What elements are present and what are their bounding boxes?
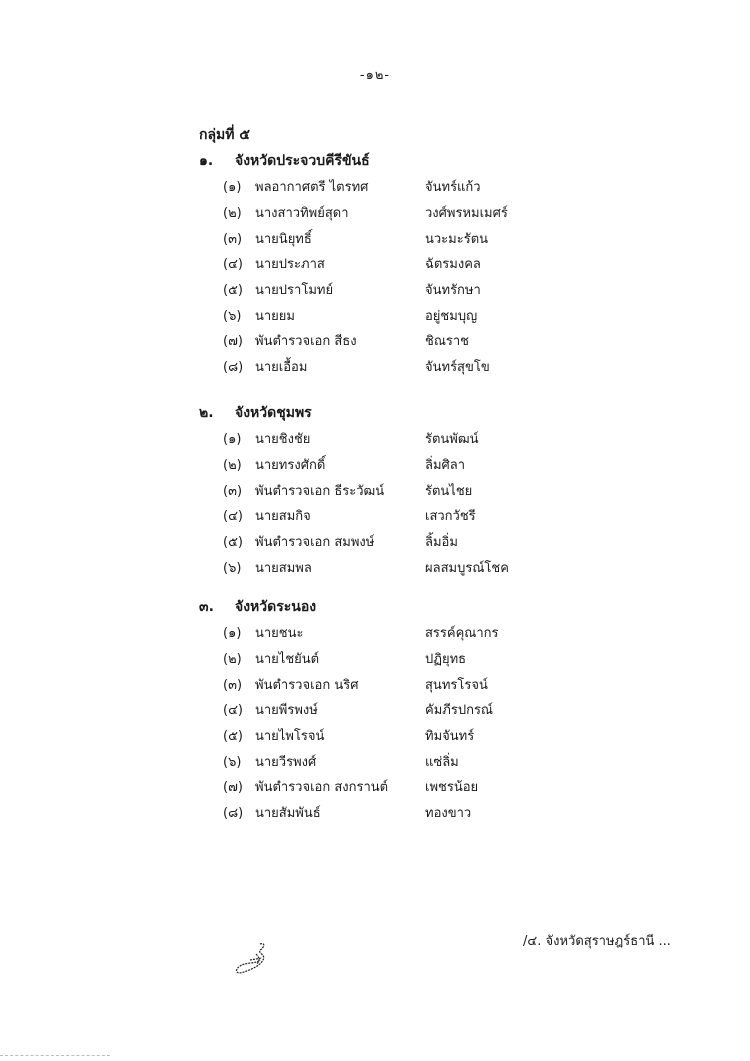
province-header <box>199 148 565 174</box>
member-index: (๕) <box>223 535 243 551</box>
member-name: พันตำรวจเอก สีธง <box>255 334 357 350</box>
member-surname: ฉัตรมงคล <box>425 257 481 273</box>
member-surname: ทิมจันทร์ <box>425 729 475 745</box>
province-name: จังหวัดประจวบคีรีขันธ์ <box>235 153 370 169</box>
list-item <box>199 671 565 697</box>
member-index: (๓) <box>223 677 243 693</box>
province-section <box>199 594 565 826</box>
list-item <box>199 225 565 251</box>
member-name: พันตำรวจเอก ธีระวัฒน์ <box>255 483 385 499</box>
province-number: ๑. <box>199 153 214 169</box>
member-index: (๕) <box>223 283 243 299</box>
province-number: ๒. <box>199 405 214 421</box>
member-surname: วงศ์พรหมเมศร์ <box>425 206 508 222</box>
member-name: นายสัมพันธ์ <box>255 806 321 822</box>
signature-icon <box>230 940 280 985</box>
member-surname: แซ่ลิ่ม <box>425 754 459 770</box>
list-item <box>199 426 565 452</box>
member-name: นายประภาส <box>255 257 325 273</box>
member-index: (๒) <box>223 652 242 668</box>
list-item <box>199 503 565 529</box>
member-index: (๖) <box>223 308 242 324</box>
member-index: (๗) <box>223 334 243 350</box>
list-item <box>199 251 565 277</box>
member-surname: สุนทรโรจน์ <box>425 677 488 693</box>
province-section <box>199 148 565 380</box>
member-name: พลอากาศตรี ไตรทศ <box>255 180 369 196</box>
member-index: (๔) <box>223 509 243 525</box>
list-item <box>199 723 565 749</box>
list-item <box>199 277 565 303</box>
member-name: นายไชยันต์ <box>255 652 320 668</box>
member-index: (๔) <box>223 257 243 273</box>
province-section <box>199 400 565 580</box>
member-surname: รัตนพัฒน์ <box>425 432 479 448</box>
member-list <box>199 620 565 826</box>
member-index: (๒) <box>223 206 242 222</box>
continuation-note: /๔. จังหวัดสุราษฎร์ธานี ... <box>523 934 671 949</box>
list-item <box>199 174 565 200</box>
member-name: นายไพโรจน์ <box>255 729 325 745</box>
member-name: พันตำรวจเอก สมพงษ์ <box>255 535 375 551</box>
province-header <box>199 594 565 620</box>
province-name: จังหวัดชุมพร <box>235 405 312 421</box>
list-item <box>199 452 565 478</box>
member-name: นางสาวทิพย์สุดา <box>255 206 349 222</box>
member-name: นายยม <box>255 308 295 324</box>
member-surname: สรรค์คุณากร <box>425 626 499 642</box>
member-index: (๑) <box>223 432 242 448</box>
member-surname: นวะมะรัตน <box>425 231 489 247</box>
member-name: นายสมพล <box>255 560 312 576</box>
member-name: พันตำรวจเอก สงกรานต์ <box>255 780 389 796</box>
member-surname: ผลสมบูรณ์โชค <box>425 560 509 576</box>
member-surname: ลิ่มศิลา <box>425 458 466 474</box>
list-item <box>199 620 565 646</box>
list-item <box>199 774 565 800</box>
member-index: (๔) <box>223 703 243 719</box>
member-index: (๑) <box>223 626 242 642</box>
member-surname: จันทร์แก้ว <box>425 180 481 196</box>
member-surname: รัตนไชย <box>425 483 473 499</box>
member-index: (๘) <box>223 360 244 376</box>
list-item <box>199 646 565 672</box>
member-surname: คัมภีรปกรณ์ <box>425 703 493 719</box>
member-surname: จันทร์สุขโข <box>425 360 490 376</box>
list-item <box>199 328 565 354</box>
list-item <box>199 200 565 226</box>
member-index: (๗) <box>223 780 243 796</box>
list-item <box>199 529 565 555</box>
member-list <box>199 174 565 380</box>
member-name: นายชนะ <box>255 626 304 642</box>
member-name: นายพีรพงษ์ <box>255 703 318 719</box>
member-name: นายปราโมทย์ <box>255 283 334 299</box>
member-index: (๓) <box>223 231 243 247</box>
member-surname: ปฏิยุทธ <box>425 652 467 668</box>
member-index: (๖) <box>223 560 242 576</box>
province-number: ๓. <box>199 599 214 615</box>
member-index: (๓) <box>223 483 243 499</box>
member-name: นายวีรพงศ์ <box>255 754 317 770</box>
member-index: (๒) <box>223 458 242 474</box>
group-title: กลุ่มที่ ๕ <box>199 127 250 143</box>
province-name: จังหวัดระนอง <box>235 599 317 615</box>
list-item <box>199 354 565 380</box>
member-surname: เพชรน้อย <box>425 780 479 796</box>
member-index: (๕) <box>223 729 243 745</box>
province-header <box>199 400 565 426</box>
member-index: (๑) <box>223 180 242 196</box>
member-index: (๘) <box>223 806 244 822</box>
member-name: นายสมกิจ <box>255 509 311 525</box>
list-item <box>199 800 565 826</box>
list-item <box>199 748 565 774</box>
member-name: นายชิงชัย <box>255 432 311 448</box>
member-surname: ชิณราช <box>425 334 469 350</box>
member-list <box>199 426 565 580</box>
page-number: -๑๒- <box>359 68 391 83</box>
list-item <box>199 554 565 580</box>
list-item <box>199 697 565 723</box>
member-surname: จันทรักษา <box>425 283 481 299</box>
member-name: พันตำรวจเอก นริศ <box>255 677 359 693</box>
list-item <box>199 302 565 328</box>
member-name: นายเอื้อม <box>255 360 308 376</box>
member-surname: ทองขาว <box>425 806 472 822</box>
member-name: นายนิยุทธิ์ <box>255 231 312 247</box>
member-index: (๖) <box>223 754 242 770</box>
member-surname: เสวกวัชรี <box>425 509 476 525</box>
member-surname: อยู่ชมบุญ <box>425 308 478 324</box>
list-item <box>199 477 565 503</box>
scan-artifact <box>0 1055 110 1058</box>
member-name: นายทรงศักดิ์ <box>255 458 326 474</box>
member-surname: ลิ้มอิ่ม <box>425 535 458 551</box>
